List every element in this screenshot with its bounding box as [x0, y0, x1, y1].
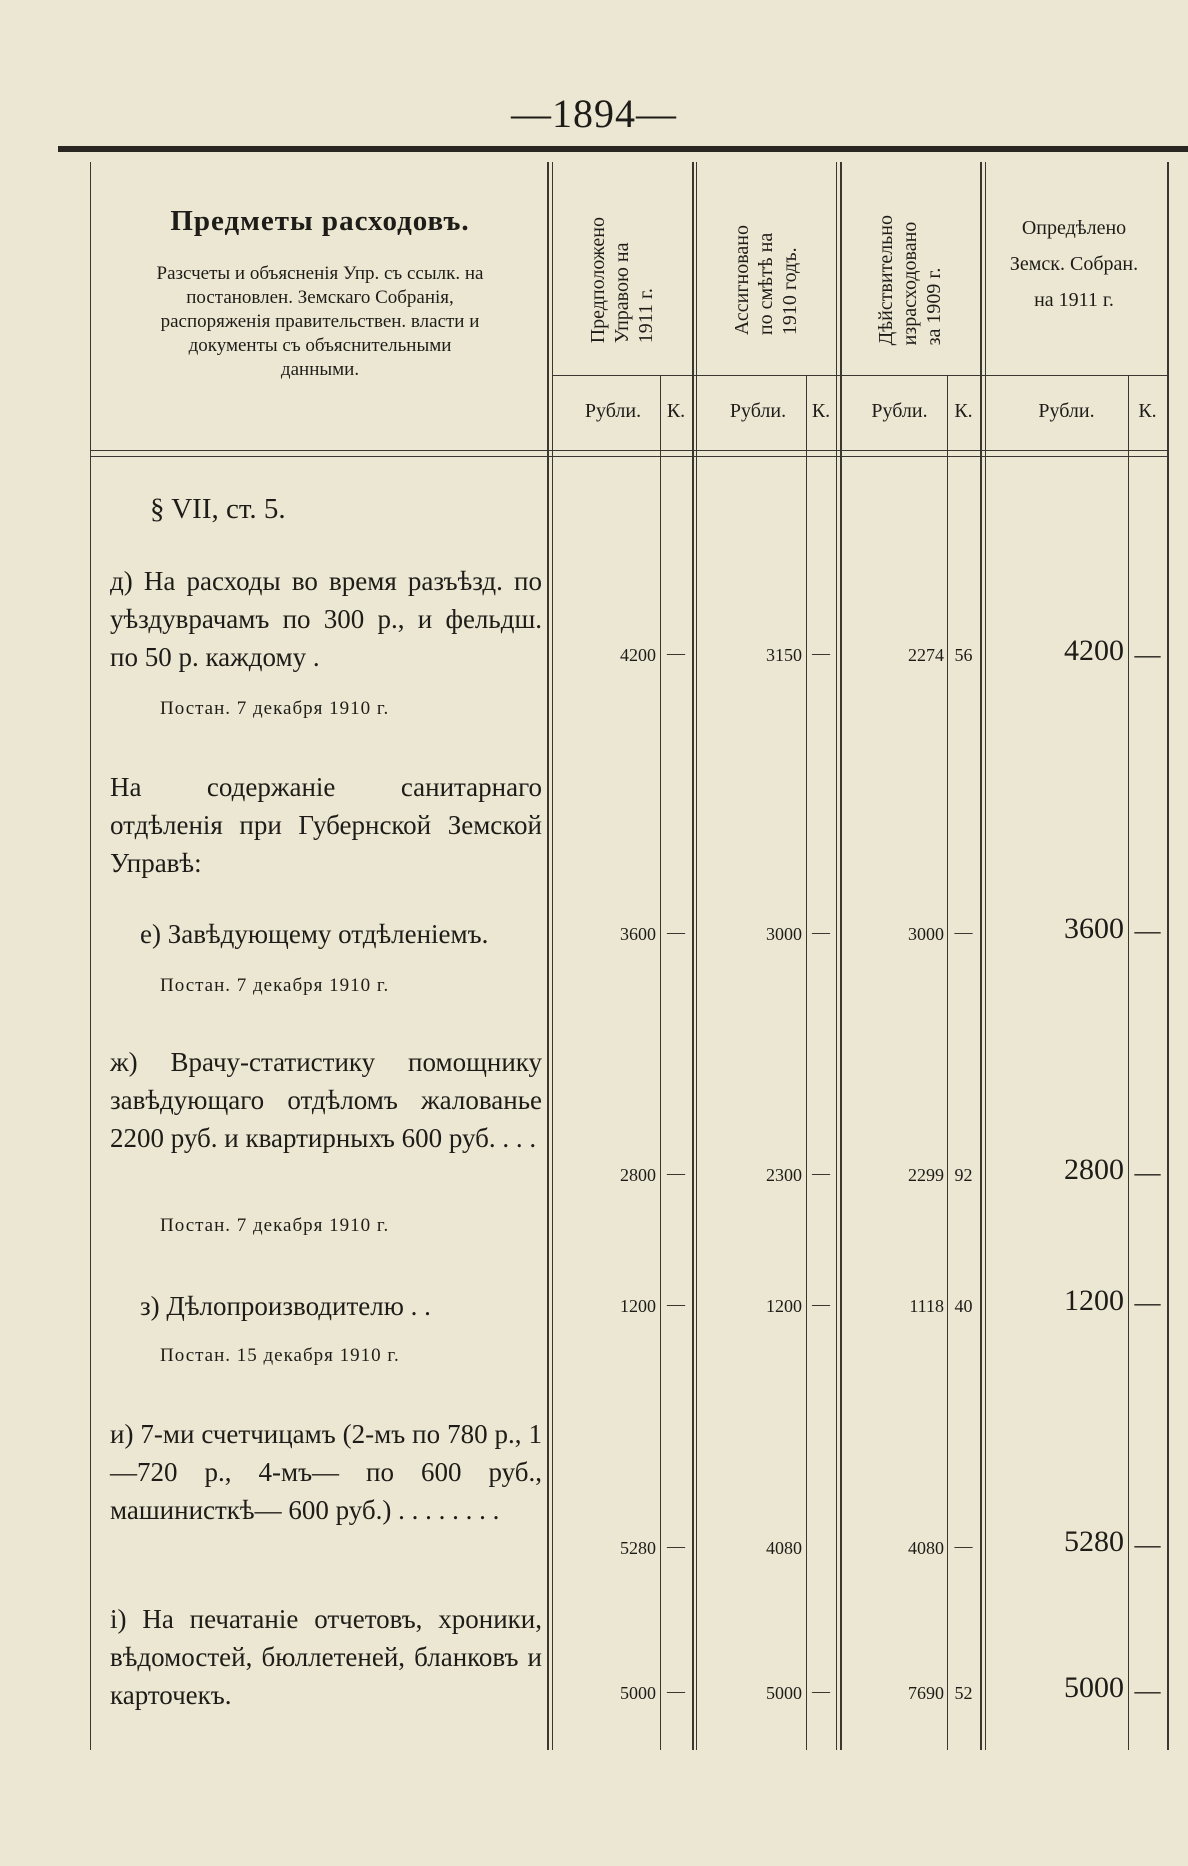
unit-rubles: Рубли.	[871, 400, 928, 422]
cell-spent: 7690	[908, 1683, 944, 1703]
section-heading: § VII, ст. 5.	[150, 493, 286, 525]
cell-proposed: 3600	[620, 924, 656, 944]
cell-spent: 3000	[908, 924, 944, 944]
cell-assigned: 2300	[766, 1165, 802, 1185]
column-header-items-subtitle: Разсчеты и объясненія Упр. съ ссылк. на постановлен. Земскаго Собранія, распоряженія правительствен. власти и документы съ объяснительными данными.	[156, 263, 484, 380]
cell-assigned: 3150	[766, 645, 802, 665]
cell-proposed: 5280	[620, 1538, 656, 1558]
cell-proposed-kop: —	[667, 643, 685, 663]
cell-final-kop: —	[1134, 1288, 1161, 1317]
cell-proposed: 1200	[620, 1296, 656, 1316]
cell-spent-kop: 40	[954, 1296, 973, 1316]
cell-assigned: 3000	[766, 924, 802, 944]
cell-final: 1200	[1064, 1284, 1124, 1317]
cell-spent: 2274	[908, 645, 944, 665]
cell-spent-kop: —	[954, 922, 973, 942]
cell-spent: 1118	[909, 1296, 944, 1316]
unit-rubles: Рубли.	[584, 400, 642, 422]
cell-spent: 2299	[908, 1165, 944, 1185]
page-number: —1894—	[511, 91, 677, 136]
cell-proposed-kop: —	[667, 922, 685, 942]
row-text: е) Завѣдующему отдѣленіемъ.	[140, 919, 489, 949]
cell-proposed-kop: —	[667, 1294, 685, 1314]
cell-spent-kop: —	[954, 1536, 973, 1556]
unit-rubles: Рубли.	[729, 400, 787, 422]
row-reference: Постан. 7 декабря 1910 г.	[160, 698, 390, 719]
cell-spent-kop: 56	[954, 645, 973, 665]
cell-final: 2800	[1064, 1153, 1124, 1186]
cell-final-kop: —	[1134, 1158, 1161, 1187]
cell-assigned-kop: —	[812, 643, 830, 663]
cell-proposed: 4200	[620, 645, 656, 665]
column-header-final: Опредѣлено Земск. Собран. на 1911 г.	[1009, 217, 1139, 311]
row-text: і) На печатаніе отчетовъ, хроники, вѣдомостей, бюллетеней, бланковъ и карточекъ.	[110, 1604, 542, 1710]
cell-assigned-kop: —	[812, 1163, 830, 1183]
cell-final: 3600	[1064, 912, 1124, 945]
cell-spent: 4080	[908, 1538, 944, 1558]
unit-kopecks: К.	[811, 400, 831, 422]
cell-assigned-kop: —	[812, 922, 830, 942]
column-header-items: Предметы расходовъ.	[170, 205, 470, 237]
unit-kopecks: К.	[954, 400, 973, 422]
row-text: и) 7-ми счетчицамъ (2-мъ по 780 р., 1—720 р., 4-мъ— по 600 руб., машинисткѣ— 600 руб.) . . . . . . . .	[110, 1419, 542, 1525]
cell-spent-kop: 52	[954, 1683, 973, 1703]
column-header-assigned: Ассигновано по смѣтѣ на 1910 годъ.	[731, 224, 801, 336]
top-rule	[58, 146, 1188, 152]
cell-assigned-kop: —	[812, 1681, 830, 1701]
cell-final-kop: —	[1134, 1530, 1161, 1559]
cell-assigned: 5000	[766, 1683, 802, 1703]
row-reference: Постан. 7 декабря 1910 г.	[160, 975, 390, 996]
cell-proposed-kop: —	[667, 1681, 685, 1701]
cell-proposed-kop: —	[667, 1163, 685, 1183]
group-heading: На содержаніе санитарнаго отдѣленія при Губернской Земской Управѣ:	[110, 772, 542, 878]
cell-assigned-kop: —	[812, 1294, 830, 1314]
row-text: ж) Врачу-статистику помощнику завѣдующаго отдѣломъ жалованье 2200 руб. и квартирныхъ 600 руб. . . .	[110, 1047, 542, 1153]
cell-assigned: 1200	[766, 1296, 802, 1316]
cell-final-kop: —	[1134, 1676, 1161, 1705]
cell-final: 5280	[1064, 1525, 1124, 1558]
cell-spent-kop: 92	[954, 1165, 973, 1185]
cell-proposed: 5000	[620, 1683, 656, 1703]
cell-final-kop: —	[1134, 916, 1161, 945]
cell-proposed: 2800	[620, 1165, 656, 1185]
row-reference: Постан. 7 декабря 1910 г.	[160, 1215, 390, 1236]
unit-kopecks: К.	[1138, 400, 1157, 422]
cell-assigned: 4080	[766, 1538, 802, 1558]
unit-rubles: Рубли.	[1038, 400, 1095, 422]
cell-final: 5000	[1064, 1671, 1124, 1704]
row-reference: Постан. 15 декабря 1910 г.	[160, 1345, 400, 1366]
column-header-spent: Дѣйствительно израсходовано за 1909 г.	[875, 214, 945, 346]
column-header-proposed: Предположено Управою на 1911 г.	[587, 216, 657, 344]
row-text: з) Дѣлопроизводителю . .	[140, 1291, 431, 1321]
cell-final-kop: —	[1134, 640, 1161, 669]
cell-proposed-kop: —	[667, 1536, 685, 1556]
row-text: д) На расходы во время разъѣзд. по уѣздуврачамъ по 300 р., и фельдш. по 50 р. каждому .	[110, 566, 542, 672]
unit-kopecks: К.	[666, 400, 686, 422]
cell-final: 4200	[1064, 634, 1124, 667]
